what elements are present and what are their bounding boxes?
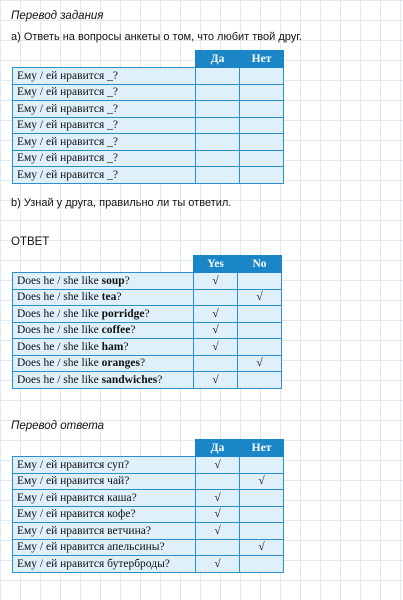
question-cell: Ему / ей нравится _? bbox=[13, 84, 196, 101]
no-check bbox=[240, 490, 284, 507]
table-row bbox=[13, 167, 284, 184]
translation-table bbox=[12, 439, 284, 573]
question-cell: Ему / ей нравится чай? bbox=[13, 473, 196, 490]
no-check bbox=[240, 457, 284, 474]
question-cell: Does he / she like coffee? bbox=[13, 322, 194, 339]
task-heading: Перевод задания bbox=[11, 10, 104, 22]
no-cell bbox=[240, 117, 284, 134]
question-cell: Does he / she like oranges? bbox=[13, 355, 194, 372]
translation-heading: Перевод ответа bbox=[11, 420, 105, 432]
no-check bbox=[240, 556, 284, 573]
question-item: porridge bbox=[101, 307, 145, 320]
header-blank bbox=[13, 51, 196, 68]
yes-check bbox=[194, 289, 238, 306]
table-row bbox=[13, 150, 284, 167]
table-row bbox=[13, 355, 282, 372]
yes-check: √ bbox=[194, 322, 238, 339]
header-blank bbox=[13, 256, 194, 273]
yes-cell bbox=[196, 134, 240, 151]
no-check bbox=[238, 339, 282, 356]
table-row bbox=[13, 457, 284, 474]
question-item: soup bbox=[101, 274, 125, 287]
header-no: Нет bbox=[240, 51, 284, 68]
question-item: oranges bbox=[101, 357, 140, 370]
no-cell bbox=[240, 101, 284, 118]
answer-heading: ОТВЕТ bbox=[11, 236, 50, 248]
header-blank bbox=[13, 440, 196, 457]
no-check bbox=[238, 273, 282, 290]
question-cell: Ему / ей нравится апельсины? bbox=[13, 539, 196, 556]
header-yes: Да bbox=[196, 51, 240, 68]
table-row bbox=[13, 473, 284, 490]
question-cell: Ему / ей нравится бутерброды? bbox=[13, 556, 196, 573]
question-prefix: Does he / she like bbox=[17, 307, 102, 320]
no-cell bbox=[240, 167, 284, 184]
translation-table-header bbox=[13, 440, 284, 457]
table-row bbox=[13, 134, 284, 151]
answer-table-header bbox=[13, 256, 282, 273]
question-prefix: Does he / she like bbox=[17, 274, 102, 287]
table-row bbox=[13, 523, 284, 540]
task-table-header bbox=[13, 51, 284, 68]
table-row bbox=[13, 339, 282, 356]
no-check: √ bbox=[238, 355, 282, 372]
task-a-text: а) Ответь на вопросы анкеты о том, что любит твой друг. bbox=[11, 31, 302, 43]
no-check bbox=[238, 322, 282, 339]
yes-cell bbox=[196, 150, 240, 167]
table-row bbox=[13, 68, 284, 85]
header-no: No bbox=[238, 256, 282, 273]
question-cell: Does he / she like ham? bbox=[13, 339, 194, 356]
yes-check bbox=[196, 539, 240, 556]
header-yes: Yes bbox=[194, 256, 238, 273]
no-check bbox=[238, 306, 282, 323]
no-check: √ bbox=[240, 473, 284, 490]
question-cell: Ему / ей нравится _? bbox=[13, 68, 196, 85]
no-check bbox=[240, 523, 284, 540]
question-cell: Ему / ей нравится кофе? bbox=[13, 506, 196, 523]
question-cell: Ему / ей нравится каша? bbox=[13, 490, 196, 507]
yes-check bbox=[194, 355, 238, 372]
question-cell: Does he / she like porridge? bbox=[13, 306, 194, 323]
yes-check: √ bbox=[196, 523, 240, 540]
yes-check: √ bbox=[196, 490, 240, 507]
table-row bbox=[13, 84, 284, 101]
table-row bbox=[13, 490, 284, 507]
yes-check: √ bbox=[194, 273, 238, 290]
question-cell: Ему / ей нравится суп? bbox=[13, 457, 196, 474]
table-row bbox=[13, 506, 284, 523]
no-check: √ bbox=[240, 539, 284, 556]
yes-check: √ bbox=[194, 339, 238, 356]
yes-cell bbox=[196, 117, 240, 134]
header-no: Нет bbox=[240, 440, 284, 457]
question-prefix: Does he / she like bbox=[17, 340, 102, 353]
question-prefix: Does he / she like bbox=[17, 291, 102, 304]
table-row bbox=[13, 289, 282, 306]
question-cell: Ему / ей нравится _? bbox=[13, 150, 196, 167]
table-row bbox=[13, 372, 282, 389]
yes-cell bbox=[196, 68, 240, 85]
table-row bbox=[13, 539, 284, 556]
task-b-text: b) Узнай у друга, правильно ли ты ответил. bbox=[11, 197, 232, 209]
question-item: sandwiches bbox=[101, 373, 158, 386]
question-item: tea bbox=[101, 291, 117, 304]
yes-cell bbox=[196, 167, 240, 184]
no-check bbox=[240, 506, 284, 523]
header-yes: Да bbox=[196, 440, 240, 457]
question-cell: Does he / she like tea? bbox=[13, 289, 194, 306]
question-prefix: Does he / she like bbox=[17, 357, 102, 370]
no-cell bbox=[240, 150, 284, 167]
question-prefix: Does he / she like bbox=[17, 324, 102, 337]
question-cell: Ему / ей нравится ветчина? bbox=[13, 523, 196, 540]
answer-table bbox=[12, 255, 282, 389]
question-cell: Ему / ей нравится _? bbox=[13, 117, 196, 134]
table-row bbox=[13, 273, 282, 290]
question-cell: Ему / ей нравится _? bbox=[13, 134, 196, 151]
table-row bbox=[13, 101, 284, 118]
question-prefix: Does he / she like bbox=[17, 373, 102, 386]
yes-check: √ bbox=[196, 457, 240, 474]
yes-cell bbox=[196, 84, 240, 101]
table-row bbox=[13, 556, 284, 573]
table-row bbox=[13, 322, 282, 339]
yes-cell bbox=[196, 101, 240, 118]
yes-check: √ bbox=[196, 506, 240, 523]
question-item: ham bbox=[101, 340, 124, 353]
task-table bbox=[12, 50, 284, 184]
question-cell: Does he / she like sandwiches? bbox=[13, 372, 194, 389]
question-cell: Ему / ей нравится _? bbox=[13, 101, 196, 118]
yes-check: √ bbox=[194, 306, 238, 323]
question-item: coffee bbox=[101, 324, 131, 337]
table-row bbox=[13, 306, 282, 323]
yes-check: √ bbox=[194, 372, 238, 389]
no-cell bbox=[240, 84, 284, 101]
no-check bbox=[238, 372, 282, 389]
no-cell bbox=[240, 134, 284, 151]
table-row bbox=[13, 117, 284, 134]
no-cell bbox=[240, 68, 284, 85]
yes-check: √ bbox=[196, 556, 240, 573]
question-cell: Does he / she like soup? bbox=[13, 273, 194, 290]
no-check: √ bbox=[238, 289, 282, 306]
yes-check bbox=[196, 473, 240, 490]
question-cell: Ему / ей нравится _? bbox=[13, 167, 196, 184]
